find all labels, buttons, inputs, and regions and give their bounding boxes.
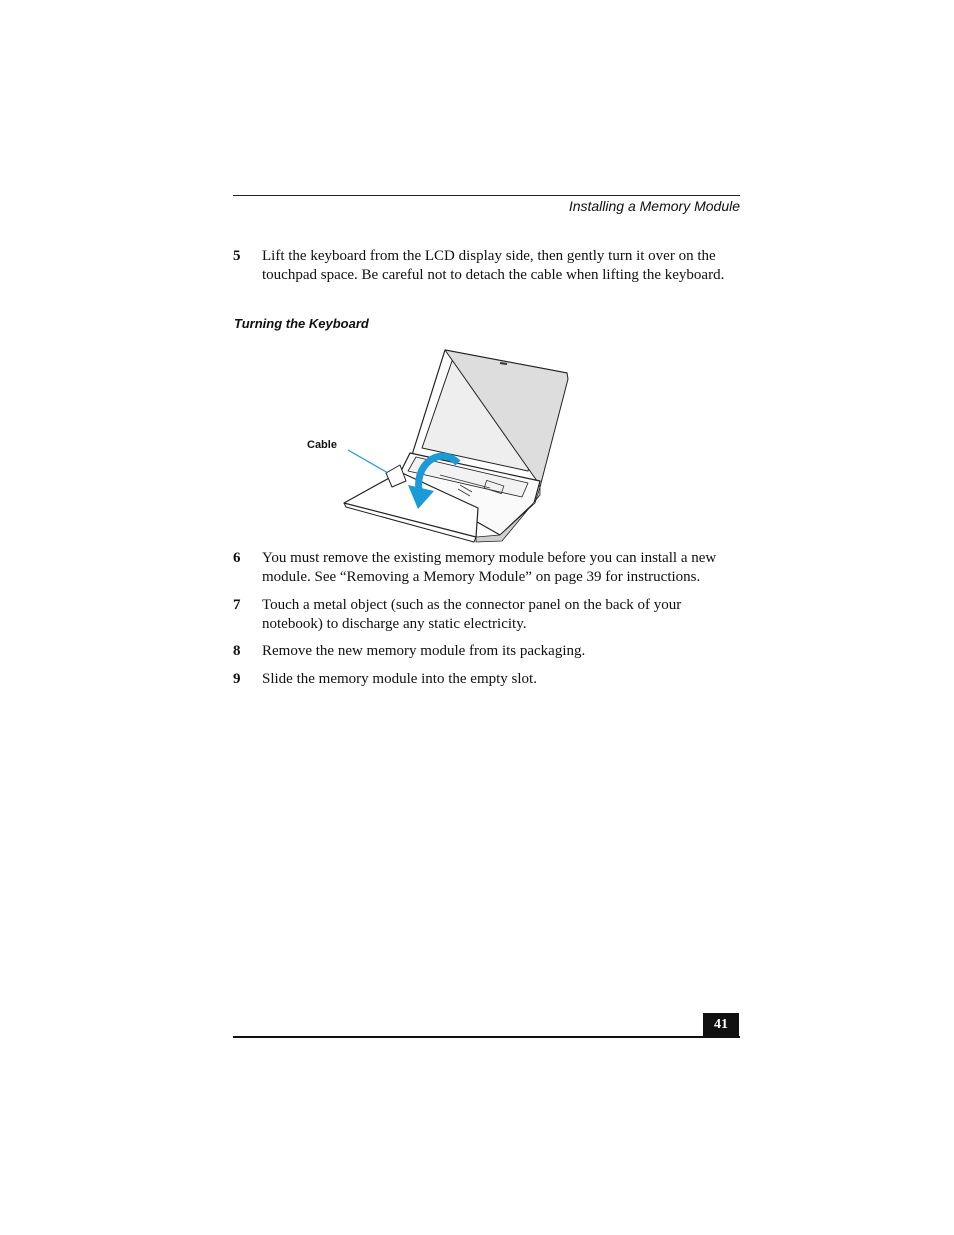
step-text: You must remove the existing memory module before you can install a new module. See “Removing a Memory Module” on page 39 for instructions.: [262, 550, 717, 585]
running-header: Installing a Memory Module: [568, 198, 740, 214]
callout-label: Cable: [307, 439, 337, 451]
callout-line: [348, 450, 388, 473]
step-number: 7: [233, 597, 241, 613]
step-7: [233, 596, 740, 634]
step-6: [233, 549, 740, 587]
step-text: Lift the keyboard from the LCD display side, then gently turn it over on the touchpad space. Be careful not to detach the cable when lifting the keyboard.: [262, 248, 725, 283]
step-number: 6: [233, 550, 241, 566]
footer-rule: [233, 1036, 740, 1038]
step-8: [233, 642, 740, 661]
header-rule: [233, 195, 740, 196]
step-number: 5: [233, 248, 241, 264]
page-number: 41: [703, 1013, 739, 1036]
figure-caption: Turning the Keyboard: [234, 316, 369, 331]
step-number: 8: [233, 643, 241, 659]
step-9: [233, 670, 740, 689]
step-text: Touch a metal object (such as the connector panel on the back of your notebook) to discharge any static electricity.: [262, 597, 682, 632]
step-text: Slide the memory module into the empty slot.: [262, 671, 537, 687]
step-number: 9: [233, 671, 241, 687]
step-text: Remove the new memory module from its packaging.: [262, 643, 586, 659]
step-5: [233, 247, 740, 285]
laptop-illustration: [300, 345, 580, 545]
